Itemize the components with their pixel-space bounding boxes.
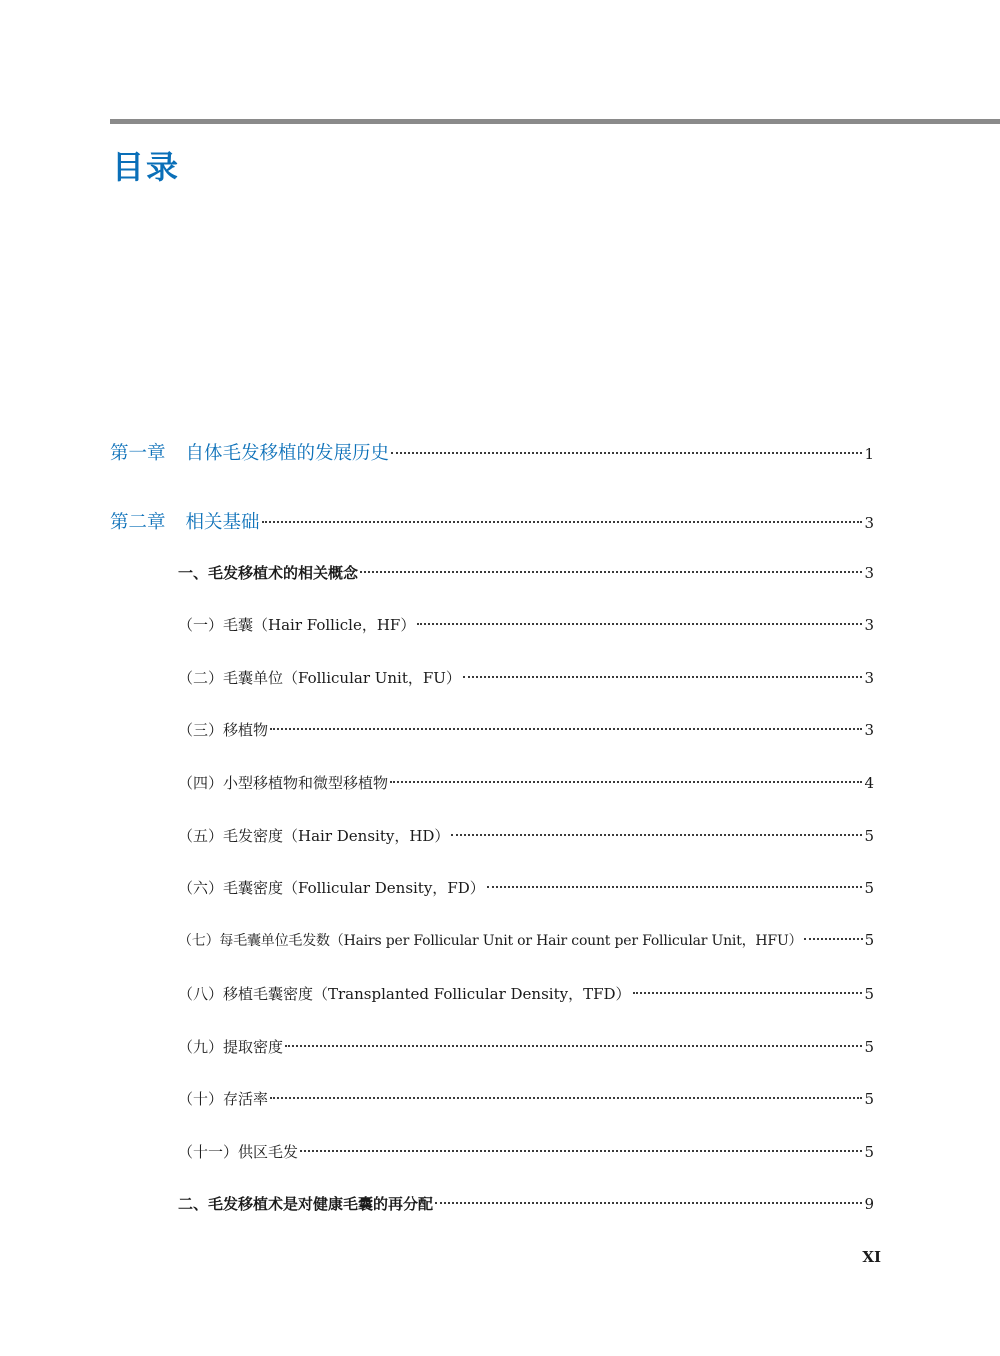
dot-leader bbox=[391, 452, 862, 454]
toc-item-4[interactable] bbox=[178, 772, 874, 793]
page-ref: 3 bbox=[864, 514, 874, 532]
page-title: 目录 bbox=[112, 148, 181, 186]
item-title: （十一）供区毛发 bbox=[178, 1143, 299, 1161]
dot-leader bbox=[300, 1150, 862, 1152]
item-title: （二）毛囊单位（Follicular Unit，FU） bbox=[178, 669, 461, 687]
page-ref: 5 bbox=[864, 985, 874, 1003]
page-number: XI bbox=[862, 1248, 881, 1266]
chapter-number: 第一章 bbox=[110, 443, 166, 464]
item-title: （三）移植物 bbox=[178, 721, 269, 739]
page-ref: 5 bbox=[864, 1090, 874, 1108]
item-title: （一）毛囊（Hair Follicle，HF） bbox=[178, 616, 416, 634]
toc-item-7[interactable] bbox=[178, 930, 874, 950]
page-ref: 5 bbox=[864, 1143, 874, 1161]
dot-leader bbox=[463, 676, 863, 678]
dot-leader bbox=[804, 938, 862, 940]
toc-section-2[interactable] bbox=[178, 1193, 874, 1214]
dot-leader bbox=[360, 571, 862, 573]
page-ref: 5 bbox=[864, 931, 874, 949]
dot-leader bbox=[417, 623, 862, 625]
section-title: 一、毛发移植术的相关概念 bbox=[178, 564, 359, 582]
section-title: 二、毛发移植术是对健康毛囊的再分配 bbox=[178, 1195, 434, 1213]
toc-item-5[interactable] bbox=[178, 825, 874, 846]
chapter-title: 自体毛发移植的发展历史 bbox=[185, 443, 390, 464]
page-ref: 5 bbox=[864, 879, 874, 897]
page-ref: 4 bbox=[864, 774, 874, 792]
toc-item-3[interactable] bbox=[178, 719, 874, 740]
page-ref: 3 bbox=[864, 616, 874, 634]
toc-item-2[interactable] bbox=[178, 667, 874, 688]
item-title: （八）移植毛囊密度（Transplanted Follicular Density，TFD） bbox=[178, 985, 631, 1003]
page-ref: 5 bbox=[864, 827, 874, 845]
item-title: （九）提取密度 bbox=[178, 1038, 284, 1056]
toc-item-8[interactable] bbox=[178, 983, 874, 1004]
page-ref: 3 bbox=[864, 721, 874, 739]
toc-item-9[interactable] bbox=[178, 1036, 874, 1057]
item-title: （十）存活率 bbox=[178, 1090, 269, 1108]
toc-item-10[interactable] bbox=[178, 1088, 874, 1109]
dot-leader bbox=[390, 781, 862, 783]
page-ref: 9 bbox=[864, 1195, 874, 1213]
dot-leader bbox=[285, 1045, 862, 1047]
toc-chapter-1[interactable] bbox=[110, 439, 874, 465]
page-ref: 3 bbox=[864, 669, 874, 687]
item-title: （七）每毛囊单位毛发数（Hairs per Follicular Unit or Hair count per Follicular Unit，HFU） bbox=[178, 933, 803, 949]
toc-item-1[interactable] bbox=[178, 614, 874, 635]
item-title: （五）毛发密度（Hair Density，HD） bbox=[178, 827, 450, 845]
item-title: （四）小型移植物和微型移植物 bbox=[178, 774, 389, 792]
dot-leader bbox=[270, 728, 862, 730]
item-title: （六）毛囊密度（Follicular Density，FD） bbox=[178, 879, 485, 897]
chapter-number: 第二章 bbox=[110, 512, 166, 533]
dot-leader bbox=[487, 886, 863, 888]
dot-leader bbox=[262, 521, 863, 523]
toc-item-11[interactable] bbox=[178, 1141, 874, 1162]
page-ref: 1 bbox=[864, 445, 874, 463]
toc-section-1[interactable] bbox=[178, 562, 874, 583]
dot-leader bbox=[270, 1097, 862, 1099]
dot-leader bbox=[451, 834, 862, 836]
toc-chapter-2[interactable] bbox=[110, 508, 874, 534]
dot-leader bbox=[435, 1202, 862, 1204]
toc-item-6[interactable] bbox=[178, 877, 874, 898]
dot-leader bbox=[633, 992, 863, 994]
chapter-title: 相关基础 bbox=[185, 512, 260, 533]
page-ref: 5 bbox=[864, 1038, 874, 1056]
page-ref: 3 bbox=[864, 564, 874, 582]
top-rule bbox=[110, 119, 1000, 124]
